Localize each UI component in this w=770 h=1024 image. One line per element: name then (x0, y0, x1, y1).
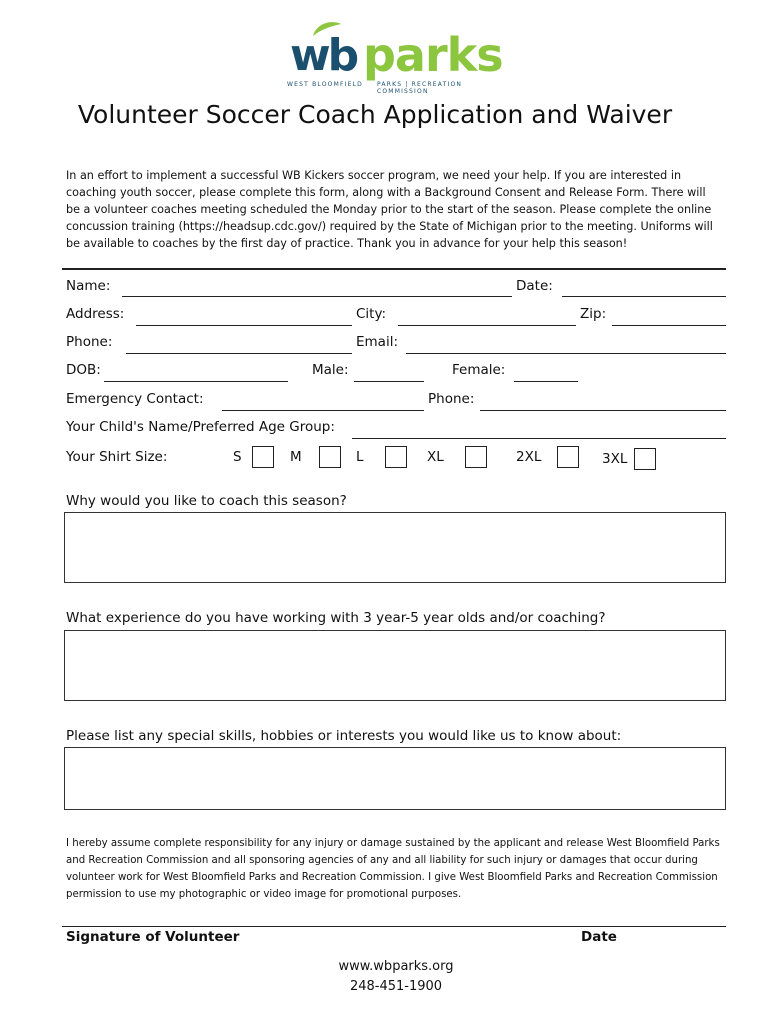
answer-why-coach[interactable] (64, 512, 726, 583)
wbparks-logo (285, 20, 515, 95)
size-m-checkbox[interactable] (319, 446, 341, 468)
phone-field[interactable] (126, 352, 352, 354)
name-field[interactable] (122, 295, 512, 297)
size-s-label: S (233, 449, 242, 465)
logo-sub-left: WEST BLOOMFIELD (287, 81, 363, 88)
size-2xl-checkbox[interactable] (557, 446, 579, 468)
logo-sub-right: PARKS | RECREATION COMMISSION (377, 81, 463, 95)
shirt-size-label: Your Shirt Size: (66, 449, 168, 465)
name-label: Name: (66, 278, 111, 294)
date-field[interactable] (562, 295, 726, 297)
address-field[interactable] (136, 324, 352, 326)
email-field[interactable] (406, 352, 726, 354)
city-label: City: (356, 306, 387, 322)
signature-line[interactable] (62, 926, 726, 927)
question-experience: What experience do you have working with 3 year-5 year olds and/or coaching? (66, 610, 606, 626)
waiver-text: I hereby assume complete responsibility for any injury or damage sustained by the applicant and release West Bloomfield Parks and Recreation Commission and all sponsoring agencies of any and all liability for such injury or damages that occur during volunteer work for West Bloomfield Parks and Recreation Commission. I give West Bloomfield Parks and Recreation Commission permission to use my photographic or video image for promotional purposes. (66, 838, 720, 900)
emergency-phone-field[interactable] (480, 409, 726, 411)
logo-parks: parks (363, 28, 503, 82)
question-why-coach: Why would you like to coach this season? (66, 493, 347, 509)
size-xl-label: XL (427, 449, 444, 465)
intro-paragraph: In an effort to implement a successful WB Kickers soccer program, we need your help. If you are interested in coaching youth soccer, please complete this form, along with a Background Consent and Release Form. There will be a volunteer coaches meeting scheduled the Monday prior to the start of the season. Please complete the online concussion training (https://headsup.cdc.gov/) required by the State of Michigan prior to the meeting. Uniforms will be available to coaches by the first day of practice. Thank you in advance for your help this season! (66, 169, 713, 250)
emergency-phone-label: Phone: (428, 391, 475, 407)
signature-date-label: Date (581, 929, 617, 945)
size-m-label: M (290, 449, 302, 465)
size-2xl-label: 2XL (516, 449, 542, 465)
child-label: Your Child's Name/Preferred Age Group: (66, 419, 335, 435)
divider (62, 268, 726, 270)
logo-wb: wb (290, 30, 357, 81)
female-field[interactable] (514, 380, 578, 382)
zip-label: Zip: (580, 306, 607, 322)
child-field[interactable] (352, 437, 726, 439)
zip-field[interactable] (612, 324, 726, 326)
size-xl-checkbox[interactable] (465, 446, 487, 468)
emergency-contact-field[interactable] (222, 409, 424, 411)
city-field[interactable] (398, 324, 576, 326)
dob-label: DOB: (66, 362, 101, 378)
date-label: Date: (516, 278, 553, 294)
page-title: Volunteer Soccer Coach Application and Waiver (77, 100, 673, 129)
male-field[interactable] (354, 380, 424, 382)
emergency-contact-label: Emergency Contact: (66, 391, 204, 407)
question-skills: Please list any special skills, hobbies or interests you would like us to know about: (66, 728, 622, 744)
size-3xl-checkbox[interactable] (634, 448, 656, 470)
female-label: Female: (452, 362, 506, 378)
address-label: Address: (66, 306, 125, 322)
size-l-checkbox[interactable] (385, 446, 407, 468)
email-label: Email: (356, 334, 399, 350)
signature-label: Signature of Volunteer (66, 929, 240, 945)
dob-field[interactable] (104, 380, 288, 382)
footer-website: www.wbparks.org (338, 959, 454, 974)
male-label: Male: (312, 362, 349, 378)
phone-label: Phone: (66, 334, 113, 350)
size-s-checkbox[interactable] (252, 446, 274, 468)
size-l-label: L (356, 449, 364, 465)
footer-phone: 248-451-1900 (349, 979, 443, 994)
answer-skills[interactable] (64, 747, 726, 810)
answer-experience[interactable] (64, 630, 726, 701)
size-3xl-label: 3XL (602, 451, 628, 467)
